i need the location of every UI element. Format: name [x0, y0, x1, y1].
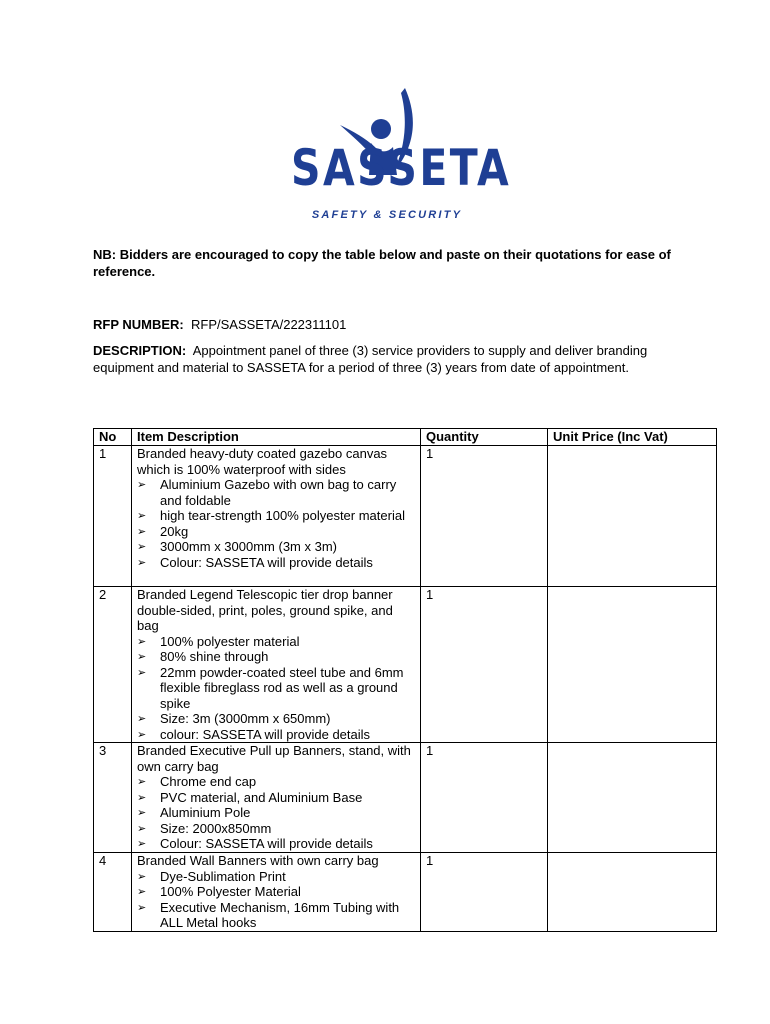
row-number: 2 [94, 587, 132, 743]
table-row [94, 743, 717, 853]
rfp-label: RFP NUMBER: [93, 317, 184, 332]
feature-item: ➢ 80% shine through [137, 649, 415, 665]
header-quantity: Quantity [421, 429, 548, 446]
header-item-description: Item Description [132, 429, 421, 446]
feature-item: ➢ Executive Mechanism, 16mm Tubing with ALL Metal hooks [137, 900, 415, 931]
item-description [132, 587, 421, 743]
feature-list [137, 774, 415, 852]
items-table [93, 428, 717, 932]
unit-price-cell [548, 853, 717, 932]
logo-wordmark: SASSETA [291, 139, 512, 197]
item-description [132, 853, 421, 932]
unit-price-cell [548, 446, 717, 587]
rfp-number [93, 316, 346, 333]
rfp-value: RFP/SASSETA/222311101 [191, 317, 347, 332]
feature-item: ➢ Aluminium Pole [137, 805, 415, 821]
feature-item: ➢ Size: 3m (3000mm x 650mm) [137, 711, 415, 727]
feature-list [137, 869, 415, 931]
row-number: 3 [94, 743, 132, 853]
item-title: Branded Executive Pull up Banners, stand, with own carry bag [137, 743, 411, 774]
quantity-cell: 1 [421, 446, 548, 587]
notice-text: NB: Bidders are encouraged to copy the table below and paste on their quotations for ease of reference. [93, 247, 671, 279]
table-header-row [94, 429, 717, 446]
feature-item: ➢ Dye-Sublimation Print [137, 869, 415, 885]
feature-item: ➢ 100% Polyester Material [137, 884, 415, 900]
feature-item: ➢ 3000mm x 3000mm (3m x 3m) [137, 539, 415, 555]
description-label: DESCRIPTION: [93, 343, 187, 358]
table-row [94, 587, 717, 743]
item-title: Branded Wall Banners with own carry bag [137, 853, 379, 868]
feature-list [137, 477, 415, 570]
item-description [132, 446, 421, 587]
feature-item: ➢ colour: SASSETA will provide details [137, 727, 415, 743]
feature-item: ➢ PVC material, and Aluminium Base [137, 790, 415, 806]
feature-item: ➢ Colour: SASSETA will provide details [137, 555, 415, 571]
feature-item: ➢ Chrome end cap [137, 774, 415, 790]
feature-item: ➢ 20kg [137, 524, 415, 540]
header-no: No [94, 429, 132, 446]
logo-tagline: SAFETY & SECURITY [311, 209, 463, 221]
row-number: 4 [94, 853, 132, 932]
item-title: Branded heavy-duty coated gazebo canvas which is 100% waterproof with sides [137, 446, 388, 477]
sasseta-logo [285, 85, 512, 225]
feature-item: ➢ 100% polyester material [137, 634, 415, 650]
table-row [94, 446, 717, 587]
row-number: 1 [94, 446, 132, 587]
quantity-cell: 1 [421, 853, 548, 932]
unit-price-cell [548, 743, 717, 853]
description-text: Appointment panel of three (3) service providers to supply and deliver branding equipment and material to SASSETA for a period of three (3) years from date of appointment. [93, 343, 648, 375]
feature-item: ➢ Aluminium Gazebo with own bag to carry and foldable [137, 477, 415, 508]
header-unit-price: Unit Price (Inc Vat) [548, 429, 717, 446]
feature-item: ➢ Colour: SASSETA will provide details [137, 836, 415, 852]
feature-item: ➢ Size: 2000x850mm [137, 821, 415, 837]
feature-list [137, 634, 415, 743]
quantity-cell: 1 [421, 743, 548, 853]
description [93, 342, 683, 376]
table-row [94, 853, 717, 932]
quantity-cell: 1 [421, 587, 548, 743]
item-title: Branded Legend Telescopic tier drop banner double-sided, print, poles, ground spike, and bag [137, 587, 393, 633]
item-description [132, 743, 421, 853]
unit-price-cell [548, 587, 717, 743]
feature-item: ➢ 22mm powder-coated steel tube and 6mm flexible fibreglass rod as well as a ground spike [137, 665, 415, 712]
feature-item: ➢ high tear-strength 100% polyester material [137, 508, 415, 524]
